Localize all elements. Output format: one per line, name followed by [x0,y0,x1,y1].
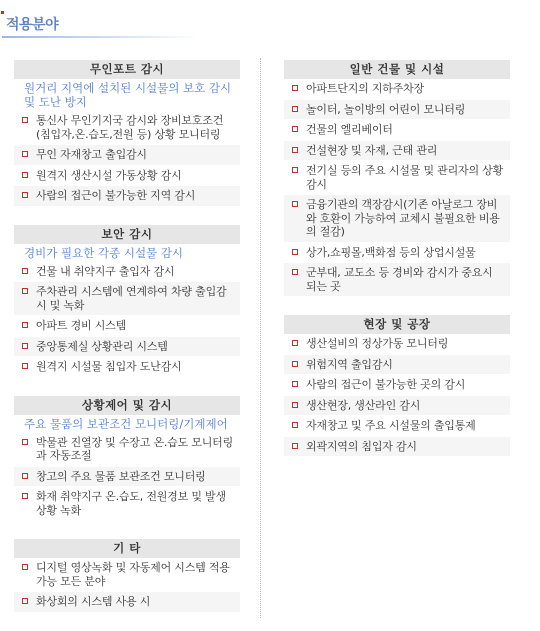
list-item [14,111,240,145]
list-item-text: 원격지 시설물 침입자 도난감시 [36,360,182,373]
list-item [284,396,510,417]
page-title: 적용분야 [6,17,59,33]
list-item-text: 아파트 경비 시스템 [36,319,127,332]
list-item-text: 중앙통제실 상황관리 시스템 [36,339,168,353]
section [14,539,240,613]
list-item [284,334,510,355]
list-item-text: 주차관리 시스템에 연계하여 차량 출입감시 및 녹화 [36,285,227,312]
list-item-text: 상가,쇼핑몰,백화점 등의 상업시설물 [306,245,476,259]
list-item [284,79,510,100]
title-accent-mark [1,11,4,14]
section-header: 기 타 [14,539,240,558]
square-bullet-icon [22,439,28,445]
square-bullet-icon [22,151,28,157]
list-item [284,161,510,195]
square-bullet-icon [22,363,28,369]
section [284,315,510,457]
list-item-text: 건물의 엘리베이터 [306,123,393,136]
list-item [14,186,240,207]
list-item-text: 아파트단지의 지하주차장 [306,82,424,95]
list-item-text: 생산설비의 정상가동 모니터링 [306,337,449,350]
item-list [14,262,240,378]
list-item [14,145,240,166]
list-item-text: 화상회의 시스템 사용 시 [36,595,151,608]
square-bullet-icon [22,473,28,479]
square-bullet-icon [292,126,298,132]
list-item [284,141,510,162]
list-item [14,357,240,378]
section-header: 일반 건물 및 시설 [284,60,510,79]
square-bullet-icon [22,288,28,294]
square-bullet-icon [292,422,298,428]
section-header: 무인포트 감시 [14,60,240,79]
square-bullet-icon [22,493,28,499]
list-item [14,166,240,187]
list-item-text: 사람의 접근이 불가능한 지역 감시 [36,189,196,202]
square-bullet-icon [22,564,28,570]
square-bullet-icon [292,249,298,255]
square-bullet-icon [22,598,28,604]
list-item-text: 놀이터, 놀이방의 어린이 모니터링 [306,102,466,116]
square-bullet-icon [22,322,28,328]
square-bullet-icon [292,402,298,408]
list-item-text: 건물 내 취약지구 출입자 감시 [36,264,175,278]
item-list [14,111,240,207]
square-bullet-icon [292,106,298,112]
list-item [284,416,510,437]
square-bullet-icon [22,172,28,178]
right-column [284,60,510,475]
list-item [284,243,510,264]
list-item [284,263,510,297]
section-subtitle: 경비가 필요한 각종 시설물 감시 [24,245,184,260]
list-item [14,467,240,488]
list-item [284,100,510,121]
list-item-text: 건설현장 및 자재, 근태 관리 [306,143,438,157]
square-bullet-icon [22,343,28,349]
list-item [284,355,510,376]
section-header: 상황제어 및 감시 [14,396,240,415]
list-item-text: 자재창고 및 주요 시설물의 출입통제 [306,419,476,432]
square-bullet-icon [22,117,28,123]
square-bullet-icon [292,147,298,153]
list-item-text: 통신사 무인기지국 감시와 장비보호조건(침입자,온.습도,전원 등) 상황 모니터링 [36,114,224,141]
square-bullet-icon [292,381,298,387]
list-item [284,375,510,396]
list-item [284,437,510,458]
square-bullet-icon [292,340,298,346]
section [284,60,510,297]
square-bullet-icon [292,201,298,207]
list-item-text: 박물관 진열장 및 수장고 온.습도 모니터링과 자동조절 [36,435,234,462]
list-item [14,282,240,316]
item-list [284,79,510,297]
list-item-text: 생산현장, 생산라인 감시 [306,398,421,412]
list-item [14,337,240,358]
list-item-text: 금융기관의 객장감시(기존 아날로그 장비와 호환이 가능하여 교체시 불필요한 비용의 절감) [306,198,500,238]
list-item-text: 원격지 생산시설 가동상황 감시 [36,168,182,182]
item-list [14,433,240,522]
item-list [14,558,240,613]
section-subtitle: 원거리 지역에 설치된 시설물의 보호 감시 및 도난 방지 [24,81,232,109]
list-item [14,316,240,337]
list-item [284,195,510,243]
left-column [14,60,240,631]
list-item [14,592,240,613]
square-bullet-icon [292,85,298,91]
section [14,396,240,522]
list-item-text: 외곽지역의 침입자 감시 [306,439,417,453]
list-item-text: 전기실 등의 주요 시설물 및 관리자의 상황감시 [306,164,504,191]
square-bullet-icon [292,167,298,173]
list-item-text: 무인 자재창고 출입감시 [36,148,147,161]
section-subtitle: 주요 물품의 보관조건 모니터링/기계제어 [24,416,228,431]
section [14,60,240,207]
list-item [14,262,240,283]
square-bullet-icon [292,361,298,367]
list-item-text: 군부대, 교도소 등 경비와 감시가 중요시 되는 곳 [306,266,493,293]
list-item [14,433,240,467]
column-divider [260,58,261,618]
square-bullet-icon [22,192,28,198]
section-header: 보안 감시 [14,225,240,244]
list-item [14,558,240,592]
list-item-text: 화재 취약지구 온.습도, 전원경보 및 발생상황 녹화 [36,490,226,517]
square-bullet-icon [292,443,298,449]
section-header: 현장 및 공장 [284,315,510,334]
square-bullet-icon [292,269,298,275]
section [14,225,240,378]
list-item-text: 디지털 영상녹화 및 자동제어 시스템 적용 가능 모든 분야 [36,561,230,588]
list-item-text: 사람의 접근이 불가능한 곳의 감시 [306,378,466,391]
item-list [284,334,510,457]
square-bullet-icon [22,268,28,274]
list-item [14,487,240,521]
list-item [284,120,510,141]
title-underline [2,36,198,38]
list-item-text: 위험지역 출입감시 [306,357,393,371]
list-item-text: 창고의 주요 물품 보관조건 모니터링 [36,469,206,483]
